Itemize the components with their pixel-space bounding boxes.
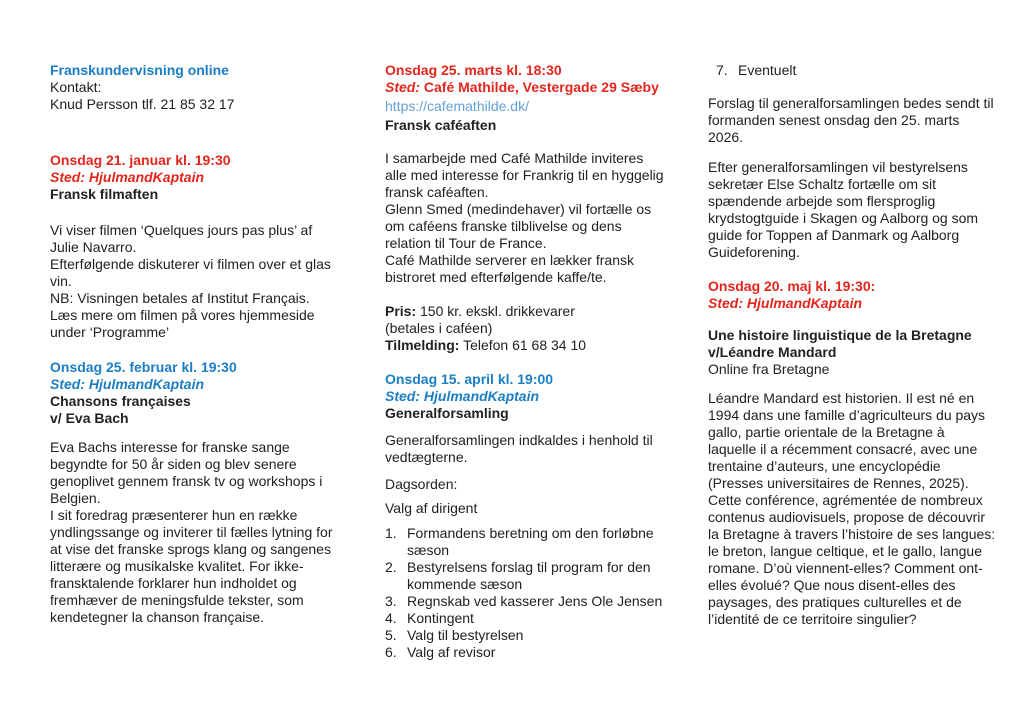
agenda-item — [385, 610, 669, 627]
event-march-paragraph: Café Mathilde serverer en lækker fransk bistroret med efterfølgende kaffe/te. — [385, 252, 634, 285]
agenda-first-item: Valg af dirigent — [385, 500, 478, 516]
price-line — [385, 303, 669, 320]
event-january-body — [50, 222, 334, 341]
event-january-date: Onsdag 21. januar kl. 19:30 — [50, 152, 231, 168]
agenda-item — [385, 559, 669, 593]
signup-line — [385, 337, 669, 354]
agenda-item-text: Valg til bestyrelsen — [407, 627, 524, 643]
agenda-label: Dagsorden: — [385, 476, 458, 492]
signup-label: Tilmelding: — [385, 337, 460, 353]
agenda-item-text: Formandens beretning om den forløbne sæson — [407, 525, 654, 558]
event-february-paragraph: Eva Bachs interesse for franske sange begyndte for 50 år siden og blev senere genoplivet gennem fransk tv og workshops i Belgien. — [50, 439, 323, 506]
event-march-venue — [385, 79, 669, 96]
event-february-title: Chansons françaises — [50, 393, 191, 409]
event-march-date: Onsdag 25. marts kl. 18:30 — [385, 62, 562, 78]
event-april-date: Onsdag 15. april kl. 19:00 — [385, 371, 554, 387]
course-contact-label: Kontakt: — [50, 79, 102, 95]
course-title: Franskundervisning online — [50, 62, 229, 78]
event-may-subtitle: Online fra Bretagne — [708, 361, 830, 377]
event-march-paragraph: I samarbejde med Café Mathilde inviteres alle med interesse for Frankrig til en hyggelig fransk caféaften. — [385, 150, 664, 200]
signup-value: Telefon 61 68 34 10 — [463, 337, 587, 353]
agenda-item-number: 2. — [385, 559, 397, 575]
after-meeting-paragraph: Efter generalforsamlingen vil bestyrelsens sekretær Else Schaltz fortælle om sit spændende arbejde som flersproglig krydstogtguide i Skagen og Aalborg og som guide for Toppen af Danmark og Aalborg Guideforening. — [708, 159, 979, 260]
event-january-line: NB: Visningen betales af Institut Français. — [50, 290, 310, 306]
agenda-item-number: 1. — [385, 525, 397, 541]
event-january-title: Fransk filmaften — [50, 186, 159, 202]
event-april-title: Generalforsamling — [385, 405, 509, 421]
event-may-venue: Sted: HjulmandKaptain — [708, 295, 863, 311]
event-march-practical — [385, 303, 669, 354]
event-february-speaker: v/ Eva Bach — [50, 410, 129, 426]
event-february-date: Onsdag 25. februar kl. 19:30 — [50, 359, 237, 375]
course-contact-value: Knud Persson tlf. 21 85 32 17 — [50, 96, 235, 112]
agenda-item-number: 7. — [716, 62, 728, 78]
venue-label: Sted: — [385, 79, 420, 95]
price-value: 150 kr. ekskl. drikkevarer — [420, 303, 575, 319]
event-january-line: Efterfølgende diskuterer vi filmen over et glas vin. — [50, 256, 331, 289]
proposals-paragraph: Forslag til generalforsamlingen bedes sendt til formanden senest onsdag den 25. marts 2026. — [708, 95, 994, 145]
agenda-item — [385, 627, 669, 644]
event-march-title: Fransk caféaften — [385, 117, 497, 133]
column-2 — [385, 55, 669, 661]
agenda-item-number: 5. — [385, 627, 397, 643]
agenda-item-number: 6. — [385, 644, 397, 660]
event-april-intro: Generalforsamlingen indkaldes i henhold til vedtægterne. — [385, 432, 653, 465]
agenda-item-text: Regnskab ved kasserer Jens Ole Jensen — [407, 593, 663, 609]
event-february-paragraph: I sit foredrag præsenterer hun en række yndlingssange og inviterer til fælles lytning for at vise det franske sprogs klang og sangenes litterære og musikalske kvalitet. For ikke-fransktalende forklarer hun indholdet og fremhæver de meningsfulde tekster, som kendetegner la chanson française. — [50, 507, 333, 625]
venue-value: Café Mathilde, Vestergade 29 Sæby — [423, 79, 659, 95]
event-february-body — [50, 439, 334, 626]
agenda-item-text: Eventuelt — [738, 62, 797, 78]
column-3 — [708, 55, 996, 628]
event-january-line: Læs mere om filmen på vores hjemmeside under ‘Programme’ — [50, 307, 315, 340]
event-april-venue: Sted: HjulmandKaptain — [385, 388, 540, 404]
event-january-line: Vi viser filmen ‘Quelques jours pas plus’ af Julie Navarro. — [50, 222, 313, 255]
agenda-item-7 — [708, 62, 996, 79]
agenda-item-number: 3. — [385, 593, 397, 609]
column-1 — [50, 55, 334, 626]
agenda-item-text: Kontingent — [407, 610, 474, 626]
event-may-body: Léandre Mandard est historien. Il est né en 1994 dans une famille d’agriculteurs du pays gallo, partie orientale de la Bretagne à laquelle il a récemment consacré, avec une trentaine d’auteurs, une encyclopédie (Presses universitaires de Rennes, 2025). Cette conférence, agrémentée de nombreux contenus audiovisuels, propose de découvrir la Bretagne à travers l’histoire de ses langues: le breton, langue celtique, et le gallo, langue romane. D’où viennent-elles? Comment ont-elles évolué? Que nous disent-elles des paysages, des pratiques culturelles et de l’identité de ce territoire singulier? — [708, 390, 996, 627]
event-may-title: Une histoire linguistique de la Bretagne v/Léandre Mandard — [708, 327, 972, 360]
event-february-venue: Sted: HjulmandKaptain — [50, 376, 205, 392]
agenda-item — [385, 593, 669, 610]
event-january-venue: Sted: HjulmandKaptain — [50, 169, 205, 185]
agenda-item-number: 4. — [385, 610, 397, 626]
agenda-item — [385, 525, 669, 559]
agenda-item — [385, 644, 669, 661]
cafe-mathilde-link[interactable]: https://cafemathilde.dk/ — [385, 98, 529, 114]
price-label: Pris: — [385, 303, 417, 319]
event-march-paragraph: Glenn Smed (medindehaver) vil fortælle os om caféens franske tilblivelse og dens relation til Tour de France. — [385, 201, 652, 251]
event-may-date: Onsdag 20. maj kl. 19:30: — [708, 278, 876, 294]
agenda-item-text: Valg af revisor — [407, 644, 496, 660]
agenda-item-text: Bestyrelsens forslag til program for den kommende sæson — [407, 559, 651, 592]
agenda-list — [385, 525, 669, 661]
event-march-body — [385, 150, 669, 286]
price-note: (betales i caféen) — [385, 320, 493, 336]
